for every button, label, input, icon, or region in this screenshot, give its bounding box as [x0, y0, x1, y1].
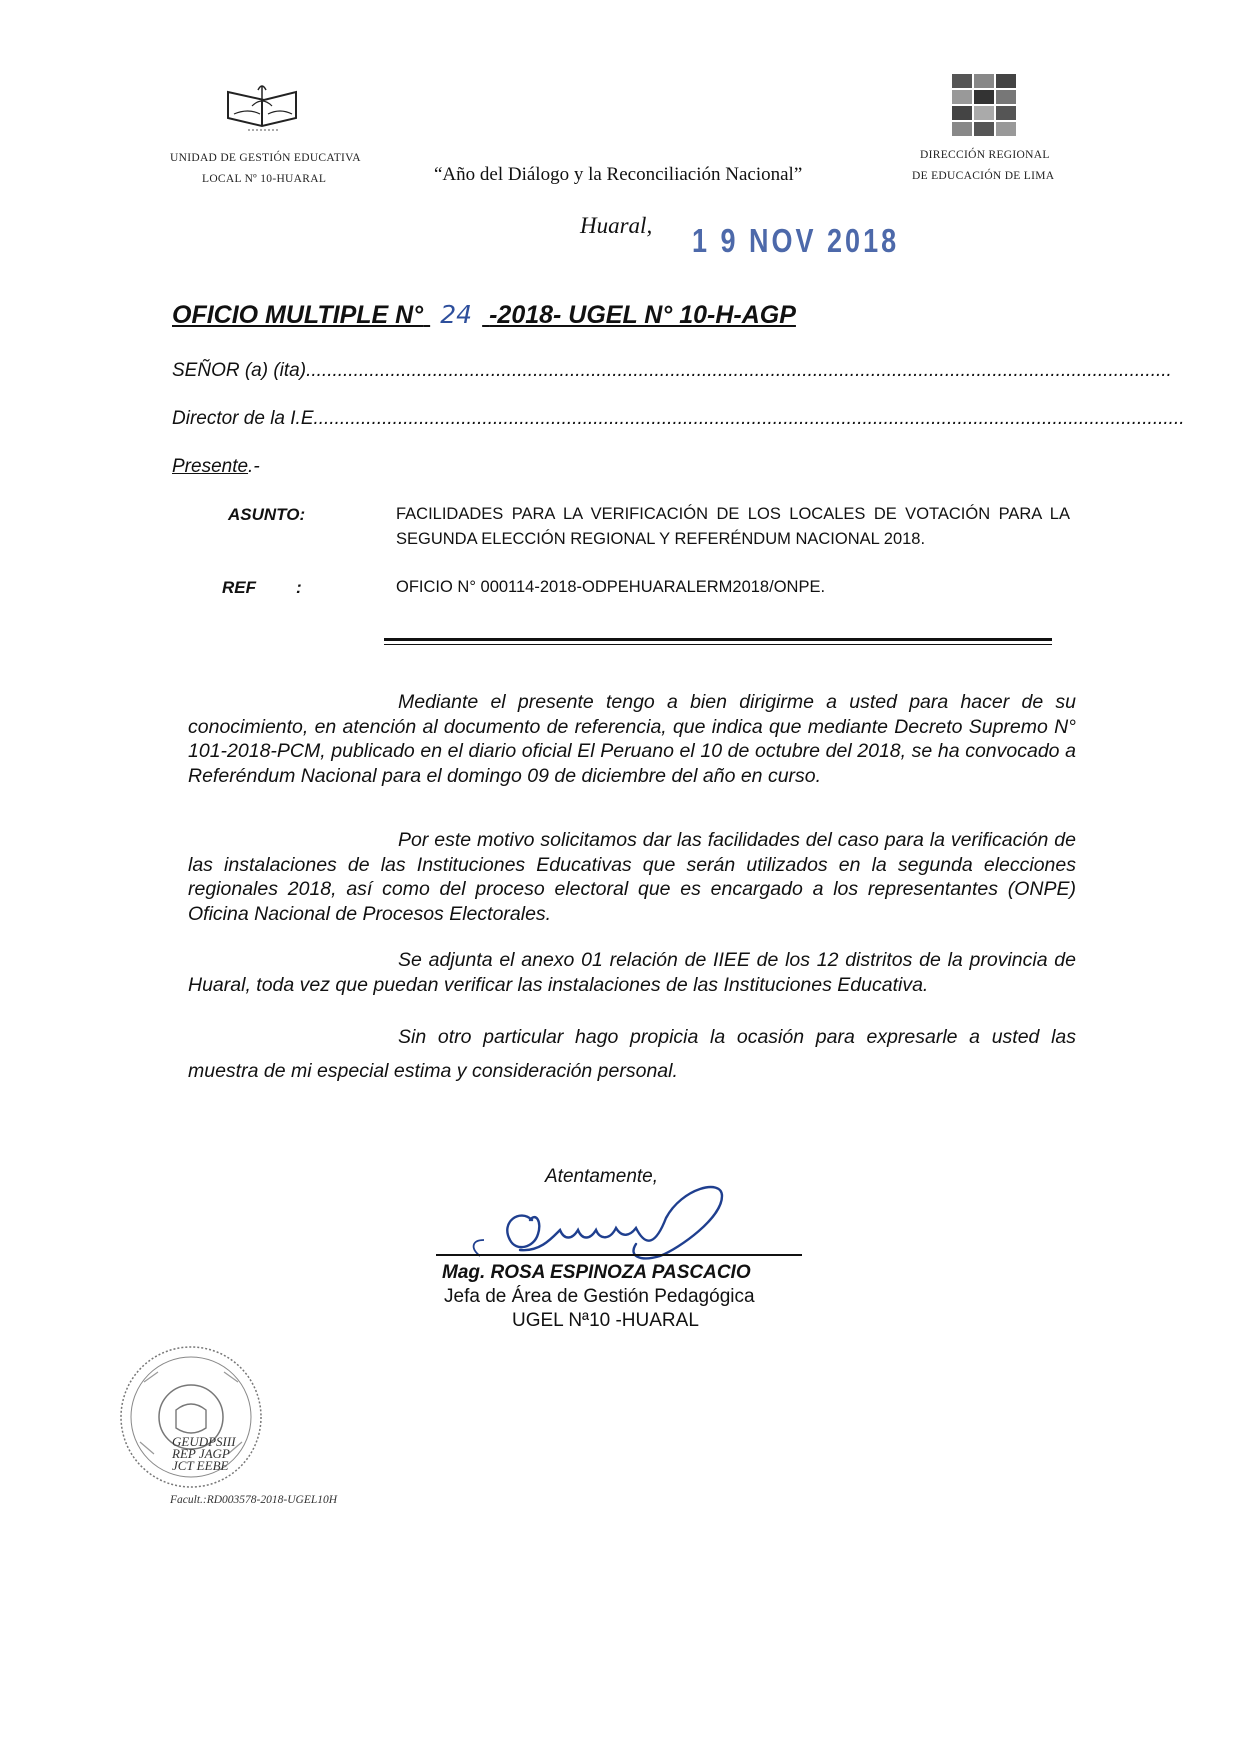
- office-prefix: OFICIO MULTIPLE N°: [172, 301, 424, 329]
- handwritten-signature-icon: [460, 1178, 780, 1270]
- presente-label: Presente: [172, 456, 249, 477]
- footer-initials-3: JCT EEBE: [172, 1458, 229, 1473]
- date-stamp: 1 9 NOV 2018: [692, 222, 900, 260]
- footer-initials: [172, 1436, 236, 1472]
- ref-label: REF: [222, 578, 256, 597]
- header-motto: “Año del Diálogo y la Reconciliación Nacional”: [434, 164, 803, 185]
- recipient-senor-label: SEÑOR (a) (ita): [172, 360, 307, 381]
- recipient-line-senor: [172, 360, 1172, 382]
- signer-org: UGEL Nª10 -HUARAL: [512, 1310, 699, 1331]
- office-number-handwritten: 24: [440, 300, 473, 329]
- header-right-line2: DE EDUCACIÓN DE LIMA: [912, 170, 1055, 182]
- recipient-director-label: Director de la I.E.: [172, 408, 319, 429]
- body-paragraph-3: [188, 948, 1076, 997]
- dre-lima-emblem-icon: [950, 72, 1020, 138]
- signer-name: Mag. ROSA ESPINOZA PASCACIO: [442, 1262, 751, 1283]
- signer-title: Jefa de Área de Gestión Pedagógica: [444, 1286, 755, 1307]
- asunto-text: FACILIDADES PARA LA VERIFICACIÓN DE LOS LOCALES DE VOTACIÓN PARA LA SEGUNDA ELECCIÓN REGIONAL Y REFERÉNDUM NACIONAL 2018.: [396, 505, 1070, 548]
- asunto-label: ASUNTO:: [228, 505, 306, 524]
- ref-colon: :: [296, 578, 302, 597]
- office-heading: [172, 300, 796, 330]
- body-paragraph-3-text: Se adjunta el anexo 01 relación de IIEE de los 12 distritos de la provincia de Huaral, toda vez que puedan verificar las instalaciones de las Instituciones Educativa.: [188, 949, 1076, 996]
- recipient-senor-dots: ....................................................................................................................................................................: [306, 360, 1172, 381]
- footer-initials-2: REP JAGP: [172, 1446, 230, 1461]
- header-right-line1: DIRECCIÓN REGIONAL: [920, 149, 1050, 161]
- signature-line: [436, 1254, 802, 1256]
- body-paragraph-2-text: Por este motivo solicitamos dar las facilidades del caso para la verificación de las instalaciones de las Instituciones Educativas que serán utilizados en la segunda elecciones regionales 2018, así como del proceso electoral que es encargado a los representantes (ONPE) Oficina Nacional de Procesos Electorales.: [188, 829, 1076, 925]
- body-paragraph-1: [188, 690, 1076, 788]
- divider-rule-bottom: [384, 644, 1052, 645]
- body-paragraph-1-text: Mediante el presente tengo a bien dirigirme a usted para hacer de su conocimiento, en atención al documento de referencia, que indica que mediante Decreto Supremo N° 101-2018-PCM, publicado en el diario oficial El Peruano el 10 de octubre del 2018, se ha convocado a Referéndum Nacional para el domingo 09 de diciembre del año en curso.: [188, 691, 1076, 787]
- header-left-line2: LOCAL Nº 10-HUARAL: [202, 173, 327, 185]
- recipient-line-director: [172, 408, 1185, 430]
- date-place: Huaral,: [580, 213, 653, 238]
- office-suffix: -2018- UGEL N° 10-H-AGP: [489, 301, 796, 329]
- body-paragraph-4: [188, 1020, 1076, 1088]
- header-left-line1: UNIDAD DE GESTIÓN EDUCATIVA: [170, 152, 361, 164]
- divider-rule-top: [384, 638, 1052, 641]
- presente-suffix: .-: [248, 456, 260, 477]
- footer-ref: Facult.:RD003578-2018-UGEL10H: [170, 1494, 338, 1506]
- closing: Atentamente,: [545, 1166, 659, 1187]
- body-paragraph-4-text: Sin otro particular hago propicia la ocasión para expresarle a usted las muestra de mi especial estima y consideración personal.: [188, 1026, 1076, 1082]
- footer-initials-1: GEUDPSIII: [172, 1434, 236, 1449]
- recipient-director-dots: ....................................................................................................................................................................: [318, 408, 1185, 429]
- ugel-book-logo-icon: [222, 78, 306, 136]
- ref-text: OFICIO N° 000114-2018-ODPEHUARALERM2018/ONPE.: [396, 578, 826, 596]
- body-paragraph-2: [188, 828, 1076, 926]
- presente: [172, 456, 260, 478]
